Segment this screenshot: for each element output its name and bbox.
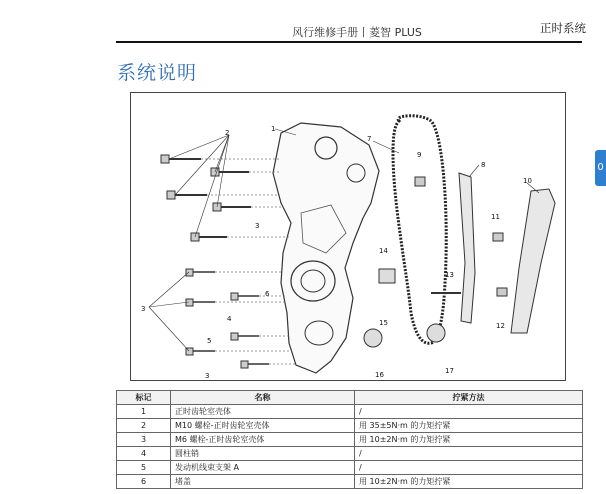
row-method: / [355,461,583,475]
row-mark: 5 [117,461,171,475]
callout-16: 16 [375,371,384,379]
callout-3a: 3 [141,305,146,313]
row-method: 用 10±2N·m 的力矩拧紧 [355,433,583,447]
row-method: / [355,405,583,419]
row-name: 正时齿轮室壳体 [171,405,355,419]
timing-chain [393,116,446,343]
callout-8: 8 [481,161,486,169]
section-title: 系统说明 [117,62,198,84]
chapter-title: 正时系统 [540,21,586,35]
table-row [117,447,583,461]
row-mark: 3 [117,433,171,447]
row-method: / [355,447,583,461]
row-mark: 1 [117,405,171,419]
header-mark: 标记 [117,391,171,405]
crank-sprocket [364,329,382,347]
pivot-bolt [497,288,507,296]
row-mark: 4 [117,447,171,461]
chain-guide [459,173,475,323]
exploded-view-figure [130,92,566,381]
callout-7: 7 [367,135,372,143]
row-name: M6 螺栓-正时齿轮室壳体 [171,433,355,447]
row-name: 堵盖 [171,475,355,489]
callout-1: 1 [271,125,276,133]
oil-pump-sprocket [427,324,445,342]
table-row [117,405,583,419]
timing-cover-housing [273,123,379,373]
pivot-bolt [493,233,503,241]
row-method: 用 10±2N·m 的力矩拧紧 [355,475,583,489]
callout-9: 9 [417,151,422,159]
guide-bolt [415,177,425,186]
callout-5: 5 [207,337,212,345]
manual-title: 风行维修手册丨菱智 PLUS [292,26,422,39]
timing-cover-exploded-diagram [131,93,567,382]
row-name: M10 螺栓-正时齿轮室壳体 [171,419,355,433]
row-method: 用 35±5N·m 的力矩拧紧 [355,419,583,433]
callout-15: 15 [379,319,388,327]
callout-3b: 3 [255,222,260,230]
table-row [117,419,583,433]
row-mark: 6 [117,475,171,489]
callout-17: 17 [445,367,454,375]
row-name: 圆柱销 [171,447,355,461]
table-row [117,433,583,447]
callout-11: 11 [491,213,500,221]
callout-4: 4 [227,315,232,323]
side-chapter-tab[interactable]: 0 [595,150,606,186]
m10-bolts [161,155,251,241]
callout-13: 13 [445,271,454,279]
callout-12: 12 [496,322,505,330]
header-rule [116,41,582,43]
table-header-row [117,391,583,405]
header-name: 名称 [171,391,355,405]
callout-6: 6 [265,290,270,298]
callout-10: 10 [523,177,532,185]
table-row [117,461,583,475]
callout-2: 2 [225,129,230,137]
header-method: 拧紧方法 [355,391,583,405]
chain-tensioner [379,269,395,283]
table-row [117,475,583,489]
callout-14: 14 [379,247,388,255]
row-name: 发动机线束支架 A [171,461,355,475]
parts-torque-table [116,390,583,489]
callout-3c: 3 [205,372,210,380]
row-mark: 2 [117,419,171,433]
tensioner-arm [511,189,555,333]
